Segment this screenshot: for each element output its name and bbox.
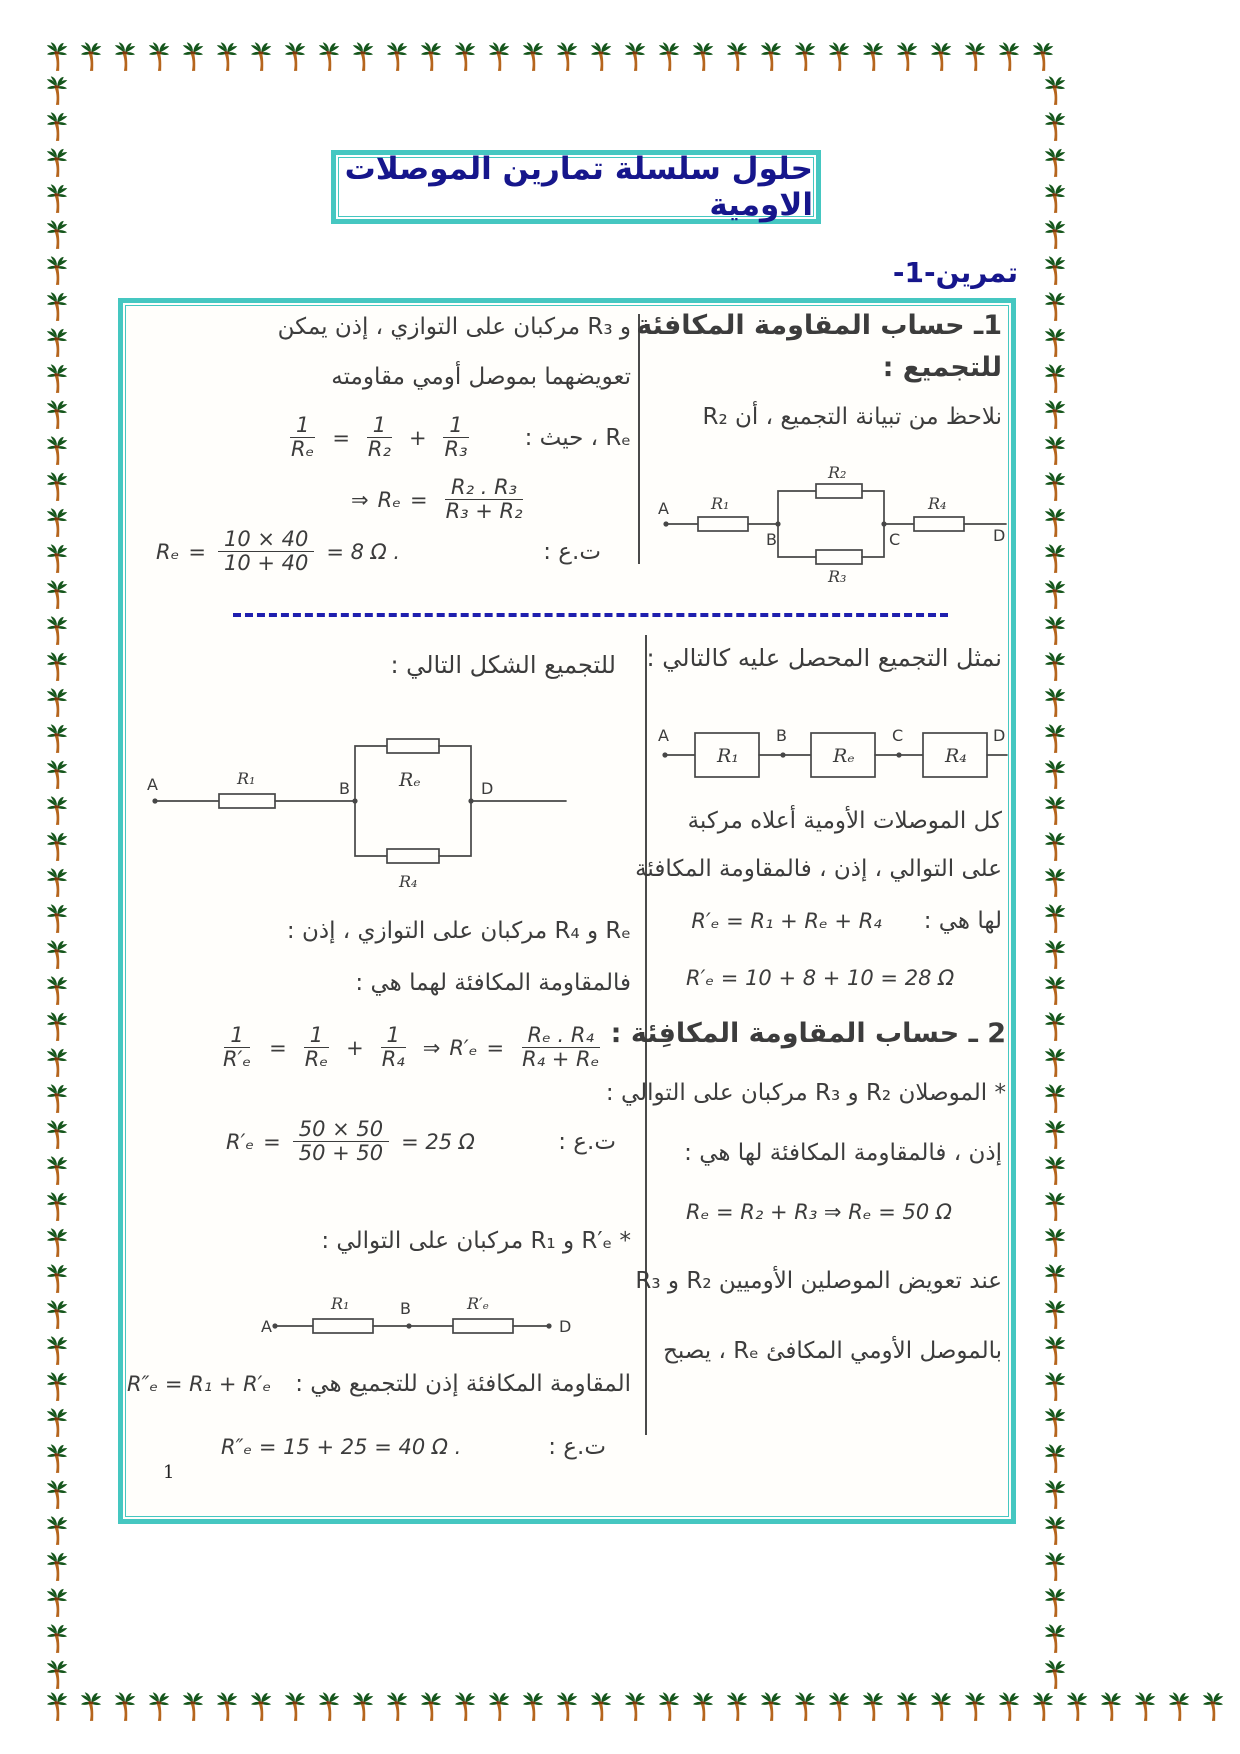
palm-tree-icon (1042, 1372, 1068, 1402)
palm-tree-icon (758, 42, 784, 72)
palm-tree-icon (44, 1588, 70, 1618)
node-b-label: B (766, 530, 777, 549)
palm-tree-icon (78, 42, 104, 72)
palm-tree-icon (44, 1372, 70, 1402)
resistor-r1-label: R₁ (237, 769, 256, 788)
equation-sum: R′ₑ = R₁ + Rₑ + R₄ (691, 909, 882, 933)
palm-tree-icon (554, 42, 580, 72)
palm-tree-icon (1042, 1120, 1068, 1150)
palm-tree-icon (44, 1084, 70, 1114)
palm-tree-icon (418, 42, 444, 72)
equation-re-product: ⇒ Rₑ = $\frac{\text{R₂ . R₃}}{\text{R₃ + R₂}}$ (351, 476, 532, 523)
page-title-box (331, 150, 821, 224)
palm-tree-icon (1042, 1552, 1068, 1582)
parallel2-line2: فالمقاومة المكافئة لهما هي : (355, 970, 631, 996)
palm-tree-icon (214, 1692, 240, 1722)
palm-tree-icon (826, 42, 852, 72)
palm-tree-icon (44, 1012, 70, 1042)
palm-tree-icon (44, 832, 70, 862)
palm-tree-icon (656, 1692, 682, 1722)
fraction-r2r3-over-r3r2: $\frac{\text{R₂ . R₃}}{\text{R₃ + R₂}}$ (445, 475, 523, 524)
node-b-label: B (400, 1299, 411, 1318)
palm-tree-icon (44, 868, 70, 898)
circuit-original-assembly (656, 466, 1010, 598)
resistor-r2-label: R₂ (828, 466, 847, 482)
palm-tree-icon (1042, 1084, 1068, 1114)
equation-series2: Rₑ = R₂ + R₃ ⇒ Rₑ = 50 Ω (686, 1200, 952, 1224)
palm-tree-icon (44, 292, 70, 322)
page-title-inner-frame (338, 151, 814, 223)
palm-tree-icon (1042, 1480, 1068, 1510)
parallel2-line1: Rₑ و R₄ مركبان على التوازي ، إذن : (286, 918, 631, 944)
palm-tree-icon (44, 904, 70, 934)
palm-tree-icon (44, 76, 70, 106)
palm-tree-icon (146, 42, 172, 72)
palm-tree-icon (44, 1444, 70, 1474)
palm-tree-icon (1042, 508, 1068, 538)
palm-tree-icon (996, 42, 1022, 72)
palm-tree-icon (792, 1692, 818, 1722)
palm-tree-icon (44, 1048, 70, 1078)
resistor-re-label: Rₑ (833, 745, 855, 767)
equation-final-sum: R″ₑ = R₁ + R′ₑ (127, 1372, 272, 1396)
palm-tree-icon (44, 1552, 70, 1582)
palm-tree-icon (962, 42, 988, 72)
palm-tree-icon (1042, 652, 1068, 682)
palm-tree-icon (1042, 724, 1068, 754)
fraction-1-over-r4: $\frac{1}{\text{R₄}}$ (381, 1023, 405, 1072)
palm-tree-icon (316, 1692, 342, 1722)
series2-line1: * الموصلان R₂ و R₃ مركبان على التوالي : (605, 1080, 1006, 1106)
observation-line: نلاحظ من تبيانة التجميع ، أن R₂ (702, 404, 1002, 430)
numeric-application-row-2 (226, 1118, 616, 1165)
palm-tree-icon (1042, 112, 1068, 142)
palm-tree-icon (588, 42, 614, 72)
palm-tree-icon (1042, 688, 1068, 718)
palm-tree-icon (44, 1192, 70, 1222)
palm-tree-icon (418, 1692, 444, 1722)
palm-tree-icon (44, 1516, 70, 1546)
palm-tree-icon (928, 1692, 954, 1722)
palm-tree-icon (1042, 1156, 1068, 1186)
palm-tree-icon (1042, 904, 1068, 934)
palm-tree-icon (1042, 1588, 1068, 1618)
palm-tree-icon (282, 42, 308, 72)
node-d-label: D (993, 526, 1006, 545)
palm-tree-icon (44, 472, 70, 502)
palm-tree-icon (44, 1156, 70, 1186)
circuit-equivalent-series (655, 695, 1009, 795)
palm-tree-icon (44, 1660, 70, 1690)
palm-tree-icon (44, 256, 70, 286)
palm-tree-icon (554, 1692, 580, 1722)
node-a-label: A (658, 726, 669, 745)
palm-tree-icon (44, 148, 70, 178)
palm-tree-icon (78, 1692, 104, 1722)
circuit-r1-series-rpe (261, 1281, 591, 1351)
palm-tree-icon (1042, 1300, 1068, 1330)
palm-tree-icon (44, 940, 70, 970)
page-number: 1 (163, 1462, 175, 1483)
equation-final-value: R″ₑ = 15 + 25 = 40 Ω . (221, 1435, 462, 1459)
palm-tree-icon (44, 364, 70, 394)
left-heading2: للتجميع الشكل التالي : (390, 651, 616, 679)
palm-tree-icon (282, 1692, 308, 1722)
section-divider-dashed (233, 613, 948, 617)
palm-tree-icon (860, 42, 886, 72)
sum-row-label: لها هي : (923, 908, 1002, 934)
resistor-r4-label: R₄ (928, 494, 947, 513)
parallel-note-line2: تعويضهما بموصل أومي مقاومته (331, 364, 631, 390)
resistor-re-label: Rₑ (399, 769, 421, 791)
node-c-label: C (892, 726, 904, 745)
where-label: Rₑ ، حيث : (524, 424, 631, 451)
node-d-label: D (559, 1317, 572, 1336)
palm-tree-icon (44, 220, 70, 250)
palm-tree-icon (44, 796, 70, 826)
fraction-1-over-r3: $\frac{1}{\text{R₃}}$ (444, 413, 468, 462)
equation-inverse-sum: $\frac{1}{\text{Rₑ}}$ = $\frac{1}{\text{R₂}}$ + $\frac{1}{\text{R₃}}$ (282, 414, 477, 461)
palm-tree-icon (962, 1692, 988, 1722)
node-a-label: A (261, 1317, 272, 1336)
palm-tree-icon (1042, 796, 1068, 826)
palm-tree-icon (44, 1692, 70, 1722)
numeric-application-row-3 (221, 1434, 606, 1460)
palm-tree-icon (1132, 1692, 1158, 1722)
palm-tree-icon (44, 724, 70, 754)
palm-tree-icon (1042, 976, 1068, 1006)
equation-inverse-sum-2: $\frac{1}{\text{R′ₑ}}$ = $\frac{1}{\text{Rₑ}}$ + $\frac{1}{\text{R₄}}$ ⇒ R′ₑ = $\frac{\text{Rₑ . R₄}}{\text{R₄ + Rₑ}}$ (214, 1024, 608, 1071)
palm-tree-icon (1042, 868, 1068, 898)
palm-tree-icon (316, 42, 342, 72)
final-equivalent-label: المقاومة المكافئة إذن للتجميع هي : (295, 1371, 631, 1397)
palm-tree-icon (1042, 148, 1068, 178)
palm-tree-icon (452, 42, 478, 72)
palm-tree-icon (44, 436, 70, 466)
palm-tree-icon (44, 760, 70, 790)
parallel-note-line1: و R₃ مركبان على التوازي ، إذن يمكن (277, 314, 631, 340)
palm-tree-icon (520, 42, 546, 72)
palm-tree-icon (44, 544, 70, 574)
palm-tree-icon (1042, 256, 1068, 286)
fraction-1-over-rpe: $\frac{1}{\text{R′ₑ}}$ (223, 1023, 252, 1072)
palm-tree-icon (44, 1480, 70, 1510)
palm-tree-icon (622, 1692, 648, 1722)
numeric-application-label: ت.ع : (548, 1434, 606, 1460)
section1-title-line2: للتجميع : (882, 352, 1002, 383)
substitution-line1: عند تعويض الموصلين الأوميين R₂ و R₃ (635, 1268, 1002, 1294)
palm-tree-icon (44, 400, 70, 430)
series-note-line2: على التوالي ، إذن ، فالمقاومة المكافئة (635, 856, 1002, 882)
numeric-application-label: ت.ع : (543, 538, 601, 565)
palm-tree-icon (1042, 1444, 1068, 1474)
numeric-application-row-1 (156, 528, 601, 575)
palm-tree-icon (1042, 292, 1068, 322)
palm-tree-icon (214, 42, 240, 72)
palm-tree-icon (44, 42, 70, 72)
palm-tree-icon (622, 42, 648, 72)
palm-tree-icon (520, 1692, 546, 1722)
palm-tree-icon (350, 42, 376, 72)
palm-tree-icon (1042, 220, 1068, 250)
fraction-1-over-re: $\frac{1}{\text{Rₑ}}$ (290, 413, 315, 462)
section2-title: 2 ـ حساب المقاومة المكافِئة : (610, 1018, 1006, 1049)
solution-box (118, 298, 1016, 1524)
palm-tree-icon (1098, 1692, 1124, 1722)
resistor-r1-label: R₁ (331, 1294, 350, 1313)
fraction-50x50-over-50p50: $\frac{50 \times 50}{50 + 50}$ (293, 1118, 389, 1165)
equivalent-sum-row (691, 908, 1002, 934)
fraction-10x40-over-10p40: $\frac{10 \times 40}{10 + 40}$ (218, 528, 314, 575)
palm-tree-icon (350, 1692, 376, 1722)
palm-tree-icon (1042, 760, 1068, 790)
palm-tree-icon (1042, 184, 1068, 214)
node-b-label: B (776, 726, 787, 745)
palm-tree-icon (588, 1692, 614, 1722)
palm-tree-icon (1042, 1624, 1068, 1654)
section1-title-line1: 1ـ حساب المقاومة المكافئة (636, 310, 1002, 341)
palm-tree-icon (112, 1692, 138, 1722)
palm-tree-icon (1042, 832, 1068, 862)
circuit-re-parallel-r4 (141, 706, 581, 896)
palm-tree-icon (928, 42, 954, 72)
palm-tree-icon (384, 1692, 410, 1722)
palm-tree-icon (452, 1692, 478, 1722)
resistor-rpe-label: R′ₑ (467, 1294, 489, 1313)
palm-tree-icon (44, 1264, 70, 1294)
substitution-line2: بالموصل الأومي المكافئ Rₑ ، يصبح (663, 1338, 1002, 1364)
palm-tree-icon (826, 1692, 852, 1722)
fraction-rer4-over-r4re: $\frac{\text{Rₑ . R₄}}{\text{R₄ + Rₑ}}$ (522, 1023, 600, 1072)
palm-tree-icon (1042, 328, 1068, 358)
palm-tree-icon (44, 580, 70, 610)
palm-tree-icon (1042, 1012, 1068, 1042)
inverse-sum-row (136, 414, 631, 461)
series-note-line1: كل الموصلات الأومية أعلاه مركبة (687, 808, 1002, 834)
palm-tree-icon (486, 42, 512, 72)
palm-tree-icon (1042, 76, 1068, 106)
node-c-label: C (889, 530, 901, 549)
palm-tree-icon (1042, 1660, 1068, 1690)
palm-tree-icon (384, 42, 410, 72)
equation-re-numeric: Rₑ = $\frac{10 \times 40}{10 + 40}$ = 8 Ω . (156, 527, 401, 576)
palm-tree-icon (894, 42, 920, 72)
palm-tree-icon (1042, 400, 1068, 430)
palm-tree-icon (656, 42, 682, 72)
palm-tree-icon (1042, 472, 1068, 502)
palm-tree-icon (1042, 1408, 1068, 1438)
palm-tree-icon (1042, 1516, 1068, 1546)
exercise-1-heading: تمرين-1- (892, 256, 1018, 289)
palm-tree-icon (1042, 1336, 1068, 1366)
fraction-1-over-re: $\frac{1}{\text{Rₑ}}$ (304, 1023, 329, 1072)
fraction-1-over-r2: $\frac{1}{\text{R₂}}$ (367, 413, 391, 462)
palm-tree-icon (146, 1692, 172, 1722)
palm-tree-icon (1042, 1264, 1068, 1294)
palm-tree-icon (1042, 580, 1068, 610)
palm-tree-icon (44, 1624, 70, 1654)
palm-tree-icon (44, 1408, 70, 1438)
palm-tree-icon (1042, 1228, 1068, 1258)
palm-tree-icon (248, 42, 274, 72)
node-b-label: B (339, 779, 350, 798)
palm-tree-icon (724, 1692, 750, 1722)
resistor-r1-label: R₁ (717, 745, 739, 767)
palm-tree-icon (690, 42, 716, 72)
palm-tree-icon (44, 1228, 70, 1258)
solution-box-inner (125, 305, 1009, 1517)
resistor-r4-label: R₄ (945, 745, 967, 767)
palm-tree-icon (486, 1692, 512, 1722)
equation-sum-value: R′ₑ = 10 + 8 + 10 = 28 Ω (686, 966, 955, 990)
series-star-line: * R′ₑ و R₁ مركبان على التوالي : (321, 1228, 631, 1254)
palm-tree-icon (894, 1692, 920, 1722)
palm-tree-icon (44, 616, 70, 646)
palm-tree-icon (1030, 1692, 1056, 1722)
palm-tree-icon (1042, 436, 1068, 466)
palm-tree-icon (758, 1692, 784, 1722)
palm-tree-icon (792, 42, 818, 72)
series2-line2: إذن ، فالمقاومة المكافئة لها هي : (684, 1140, 1002, 1166)
palm-tree-icon (1030, 42, 1056, 72)
palm-tree-icon (112, 42, 138, 72)
column-divider-top (638, 314, 640, 564)
palm-tree-icon (1042, 544, 1068, 574)
palm-tree-icon (1042, 1192, 1068, 1222)
palm-tree-icon (180, 42, 206, 72)
palm-tree-icon (690, 1692, 716, 1722)
palm-tree-icon (180, 1692, 206, 1722)
palm-tree-icon (44, 652, 70, 682)
node-d-label: D (481, 779, 494, 798)
palm-tree-icon (248, 1692, 274, 1722)
palm-tree-icon (724, 42, 750, 72)
palm-tree-icon (44, 184, 70, 214)
palm-tree-icon (44, 328, 70, 358)
equation-rpe-numeric: R′ₑ = $\frac{50 \times 50}{50 + 50}$ = 25 Ω (226, 1117, 475, 1166)
palm-tree-icon (860, 1692, 886, 1722)
resistor-r1-label: R₁ (711, 494, 730, 513)
palm-tree-icon (44, 1300, 70, 1330)
palm-tree-icon (1064, 1692, 1090, 1722)
palm-tree-icon (1042, 1048, 1068, 1078)
palm-tree-icon (996, 1692, 1022, 1722)
palm-tree-icon (44, 976, 70, 1006)
resistor-r4-label: R₄ (399, 872, 418, 891)
numeric-application-label: ت.ع : (558, 1128, 616, 1155)
palm-tree-icon (1042, 616, 1068, 646)
palm-tree-icon (44, 508, 70, 538)
resistor-r3-label: R₃ (828, 567, 847, 586)
palm-tree-icon (44, 112, 70, 142)
node-a-label: A (658, 499, 669, 518)
node-a-label: A (147, 775, 158, 794)
palm-tree-icon (44, 1336, 70, 1366)
palm-tree-icon (1200, 1692, 1226, 1722)
palm-tree-icon (1166, 1692, 1192, 1722)
palm-tree-icon (1042, 364, 1068, 394)
node-d-label: D (993, 726, 1006, 745)
palm-tree-icon (1042, 940, 1068, 970)
page-title: حلول سلسلة تمارين الموصلات الاومية (344, 151, 813, 223)
final-equivalent-row (127, 1371, 631, 1397)
palm-tree-icon (44, 1120, 70, 1150)
represent-line: نمثل التجميع المحصل عليه كالتالي : (646, 644, 1002, 672)
palm-tree-icon (44, 688, 70, 718)
